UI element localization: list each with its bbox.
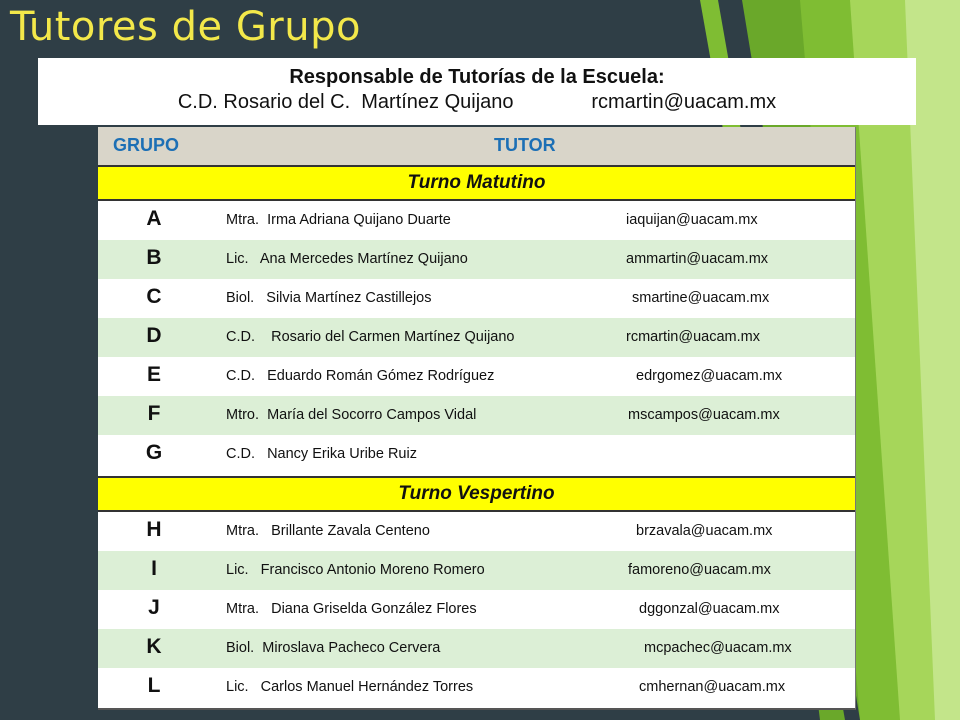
- tutor-name: C.D. Eduardo Román Gómez Rodríguez: [226, 368, 495, 384]
- group-letter: A: [146, 207, 162, 230]
- group-letter: H: [146, 518, 162, 541]
- tutor-email: iaquijan@uacam.mx: [626, 212, 758, 228]
- responsable-title: Responsable de Tutorías de la Escuela:: [289, 66, 665, 88]
- table-row: [98, 629, 855, 668]
- tutor-name: Biol. Miroslava Pacheco Cervera: [226, 640, 441, 656]
- tutor-email: mscampos@uacam.mx: [628, 407, 780, 423]
- responsable-name: C.D. Rosario del C. Martínez Quijano rcmartin@uacam.mx: [177, 91, 777, 113]
- table-row: [98, 240, 855, 279]
- tutor-name: Lic. Ana Mercedes Martínez Quijano: [226, 251, 468, 267]
- tutor-name: Mtra. Brillante Zavala Centeno: [226, 523, 430, 539]
- group-letter: J: [148, 596, 160, 619]
- tutor-name: C.D. Rosario del Carmen Martínez Quijano: [226, 329, 515, 345]
- tutor-name: Lic. Carlos Manuel Hernández Torres: [226, 679, 474, 695]
- table-row: [98, 551, 855, 590]
- group-letter: G: [145, 441, 163, 464]
- tutor-email: dggonzal@uacam.mx: [639, 601, 780, 617]
- group-letter: K: [146, 635, 162, 658]
- tutor-email: brzavala@uacam.mx: [636, 523, 773, 539]
- turno-vespertino-band: Turno Vespertino: [98, 476, 855, 512]
- tutor-email: smartine@uacam.mx: [632, 290, 770, 306]
- table-row: [98, 201, 855, 240]
- tutor-email: cmhernan@uacam.mx: [639, 679, 786, 695]
- table-row: [98, 668, 855, 707]
- tutor-name: Mtra. Irma Adriana Quijano Duarte: [226, 212, 451, 228]
- tutor-email: mcpachec@uacam.mx: [644, 640, 792, 656]
- col-tutor-header: TUTOR: [494, 135, 556, 155]
- turno-matutino-band: Turno Matutino: [98, 165, 855, 201]
- tutors-table: [98, 127, 856, 710]
- table-row: [98, 512, 855, 551]
- group-letter: D: [146, 324, 162, 347]
- table-row: [98, 396, 855, 435]
- table-row: [98, 357, 855, 396]
- tutor-email: famoreno@uacam.mx: [628, 562, 771, 578]
- table-row: [98, 318, 855, 357]
- group-letter: E: [146, 363, 161, 386]
- tutor-name: Lic. Francisco Antonio Moreno Romero: [226, 562, 485, 578]
- slide-title: Tutores de Grupo: [10, 4, 361, 50]
- group-letter: L: [147, 674, 161, 697]
- table-header: [98, 127, 855, 165]
- table-row: [98, 590, 855, 629]
- responsable-box: [38, 58, 916, 125]
- tutor-email: ammartin@uacam.mx: [626, 251, 769, 267]
- group-letter: I: [151, 557, 157, 580]
- col-grupo-header: GRUPO: [113, 135, 180, 155]
- tutor-name: Mtro. María del Socorro Campos Vidal: [226, 407, 477, 423]
- tutor-name: Biol. Silvia Martínez Castillejos: [226, 290, 432, 306]
- tutor-name: C.D. Nancy Erika Uribe Ruiz: [226, 446, 417, 462]
- group-letter: C: [146, 285, 162, 308]
- table-row: [98, 435, 855, 474]
- tutor-name: Mtra. Diana Griselda González Flores: [226, 601, 477, 617]
- tutor-email: edrgomez@uacam.mx: [636, 368, 783, 384]
- tutor-email: rcmartin@uacam.mx: [626, 329, 760, 345]
- table-row: [98, 279, 855, 318]
- group-letter: B: [146, 246, 162, 269]
- group-letter: F: [147, 402, 161, 425]
